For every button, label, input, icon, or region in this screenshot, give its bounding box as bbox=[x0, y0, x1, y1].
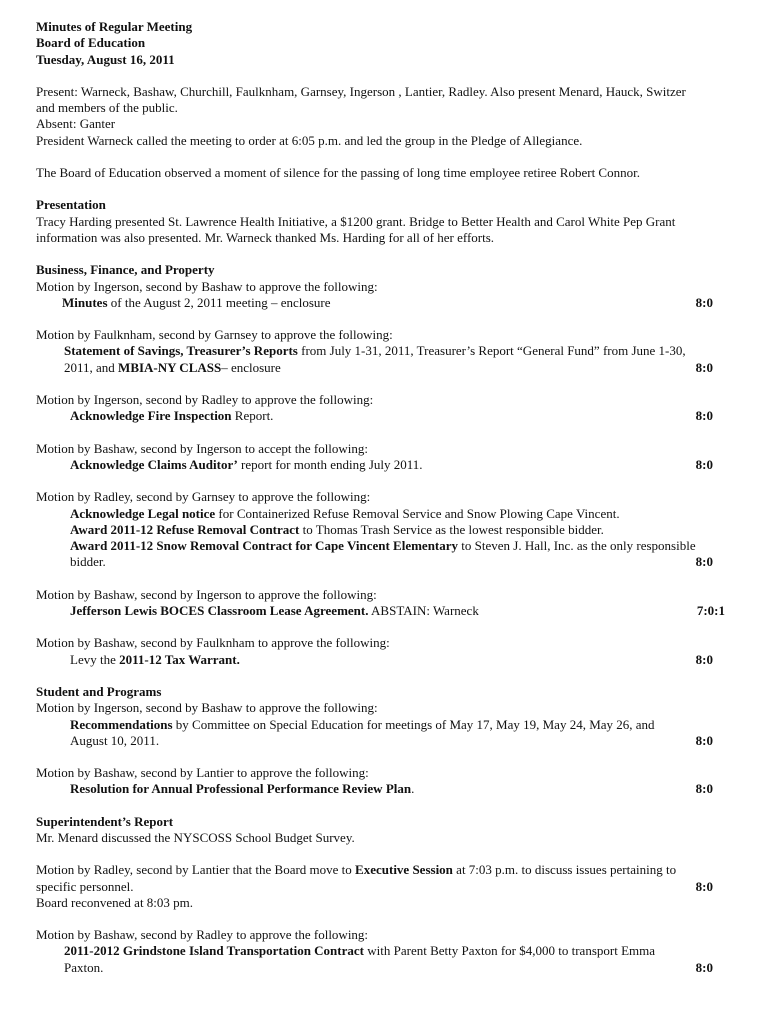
vote-count: 8:0 bbox=[695, 732, 713, 748]
superintendent-text: Mr. Menard discussed the NYSCOSS School Budget Survey. bbox=[36, 829, 355, 845]
motion-item bbox=[36, 603, 740, 619]
business-heading: Business, Finance, and Property bbox=[36, 262, 215, 278]
vote-count: 8:0 bbox=[695, 651, 713, 667]
reconvene-text: Board reconvened at 8:03 pm. bbox=[36, 894, 194, 910]
item-text: at 7:03 p.m. to discuss issues pertaining to bbox=[452, 862, 677, 878]
superintendent-section bbox=[36, 814, 740, 847]
business-section bbox=[36, 262, 740, 668]
item-text: ABSTAIN: Warneck bbox=[368, 603, 479, 619]
motion-text: Motion by Ingerson, second by Bashaw to approve the following: bbox=[36, 700, 378, 716]
item-text: bidder. bbox=[70, 554, 106, 570]
vote-count: 8:0 bbox=[695, 554, 713, 570]
item-bold: 2011-12 Tax Warrant. bbox=[119, 651, 240, 667]
absent-line: Absent: Ganter bbox=[36, 116, 116, 132]
motion-text: Motion by Bashaw, second by Radley to approve the following: bbox=[36, 927, 369, 943]
item-bold: Recommendations bbox=[70, 716, 173, 732]
vote-count: 8:0 bbox=[695, 959, 713, 975]
motion-text: Motion by Faulknham, second by Garnsey to approve the following: bbox=[36, 327, 393, 343]
motion-item bbox=[36, 408, 740, 424]
motion-item bbox=[36, 781, 740, 797]
item-bold: Acknowledge Fire Inspection bbox=[70, 408, 232, 424]
executive-motion bbox=[36, 862, 740, 878]
motion-item bbox=[36, 538, 740, 554]
vote-count: 8:0 bbox=[695, 359, 713, 375]
motion-item bbox=[36, 457, 740, 473]
superintendent-heading: Superintendent’s Report bbox=[36, 813, 174, 829]
presentation-text-1: Tracy Harding presented St. Lawrence Health Initiative, a $1200 grant. Bridge to Better Health and Carol White Pep Grant bbox=[36, 213, 676, 229]
students-section bbox=[36, 684, 740, 798]
vote-count: 8:0 bbox=[695, 456, 713, 472]
item-text: Levy the bbox=[70, 651, 120, 667]
item-text: from July 1-31, 2011, Treasurer’s Report “General Fund” from June 1-30, bbox=[297, 343, 686, 359]
item-bold: MBIA-NY CLASS bbox=[118, 359, 222, 375]
vote-count: 8:0 bbox=[695, 294, 713, 310]
motion-item bbox=[36, 522, 740, 538]
motion-item bbox=[36, 295, 740, 311]
item-text: 2011, and bbox=[64, 359, 119, 375]
item-bold: Resolution for Annual Professional Performance Review Plan bbox=[70, 781, 412, 797]
item-bold: Minutes bbox=[62, 294, 108, 310]
students-heading: Student and Programs bbox=[36, 683, 162, 699]
item-text: with Parent Betty Paxton for $4,000 to transport Emma bbox=[364, 943, 656, 959]
motion-item bbox=[36, 652, 740, 668]
item-bold: Statement of Savings, Treasurer’s Reports bbox=[64, 343, 298, 359]
item-text: . bbox=[411, 781, 415, 797]
vote-count: 7:0:1 bbox=[696, 603, 725, 619]
header-board: Board of Education bbox=[36, 35, 146, 51]
motion-text: Motion by Radley, second by Garnsey to approve the following: bbox=[36, 489, 371, 505]
motion-text: Motion by Bashaw, second by Ingerson to accept the following: bbox=[36, 440, 369, 456]
item-text: Motion by Radley, second by Lantier that the Board move to bbox=[36, 862, 356, 878]
motion-item bbox=[36, 343, 740, 359]
header-date: Tuesday, August 16, 2011 bbox=[36, 51, 175, 67]
motion-text: Motion by Bashaw, second by Ingerson to approve the following: bbox=[36, 586, 377, 602]
executive-session-section bbox=[36, 862, 740, 911]
item-text: Report. bbox=[231, 408, 274, 424]
item-text: to Thomas Trash Service as the lowest responsible bidder. bbox=[299, 521, 604, 537]
present-line: Present: Warneck, Bashaw, Churchill, Faulknham, Garnsey, Ingerson , Lantier, Radley. Also present Menard, Hauck, Switzer bbox=[36, 83, 686, 99]
present-line-cont: and members of the public. bbox=[36, 100, 178, 116]
motion-item bbox=[36, 879, 740, 895]
moment-of-silence: The Board of Education observed a moment of silence for the passing of long time employee retiree Robert Connor. bbox=[36, 165, 640, 181]
presentation-heading: Presentation bbox=[36, 197, 106, 213]
item-text: for Containerized Refuse Removal Service and Snow Plowing Cape Vincent. bbox=[215, 505, 620, 521]
motion-text: Motion by Ingerson, second by Radley to approve the following: bbox=[36, 392, 374, 408]
item-bold: Jefferson Lewis BOCES Classroom Lease Agreement. bbox=[70, 603, 369, 619]
motion-item bbox=[36, 733, 740, 749]
item-text: to Steven J. Hall, Inc. as the only responsible bbox=[458, 538, 696, 554]
item-bold: Acknowledge Claims Auditor’ bbox=[70, 456, 238, 472]
motion-text: Motion by Ingerson, second by Bashaw to approve the following: bbox=[36, 278, 378, 294]
vote-count: 8:0 bbox=[695, 408, 713, 424]
attendance-section bbox=[36, 84, 740, 149]
motion-item bbox=[36, 360, 740, 376]
item-text: specific personnel. bbox=[36, 878, 134, 894]
item-bold: Award 2011-12 Refuse Removal Contract bbox=[70, 521, 300, 537]
motion-item bbox=[36, 506, 740, 522]
vote-count: 8:0 bbox=[695, 781, 713, 797]
header-title: Minutes of Regular Meeting bbox=[36, 19, 193, 34]
vote-count: 8:0 bbox=[695, 878, 713, 894]
item-text: by Committee on Special Education for meetings of May 17, May 19, May 24, May 26, and bbox=[172, 716, 655, 732]
motion-item bbox=[36, 717, 740, 733]
motion-text: Motion by Bashaw, second by Faulknham to approve the following: bbox=[36, 635, 390, 651]
document-header bbox=[36, 19, 740, 68]
motion-item bbox=[36, 943, 740, 959]
item-text: Paxton. bbox=[64, 959, 104, 975]
call-to-order: President Warneck called the meeting to order at 6:05 p.m. and led the group in the Pledge of Allegiance. bbox=[36, 132, 583, 148]
item-text: report for month ending July 2011. bbox=[237, 456, 423, 472]
item-text: of the August 2, 2011 meeting – enclosure bbox=[107, 294, 331, 310]
presentation-text-2: information was also presented. Mr. Warneck thanked Ms. Harding for all of her efforts. bbox=[36, 229, 495, 245]
final-motion-section bbox=[36, 927, 740, 976]
presentation-section bbox=[36, 197, 740, 246]
item-bold: Executive Session bbox=[355, 862, 453, 878]
item-bold: Acknowledge Legal notice bbox=[70, 505, 216, 521]
item-text: – enclosure bbox=[221, 359, 281, 375]
motion-item bbox=[36, 960, 740, 976]
item-bold: Award 2011-12 Snow Removal Contract for Cape Vincent Elementary bbox=[70, 538, 459, 554]
item-bold: 2011-2012 Grindstone Island Transportation Contract bbox=[64, 943, 364, 959]
item-text: August 10, 2011. bbox=[70, 732, 160, 748]
motion-item bbox=[36, 554, 740, 570]
motion-text: Motion by Bashaw, second by Lantier to approve the following: bbox=[36, 765, 369, 781]
